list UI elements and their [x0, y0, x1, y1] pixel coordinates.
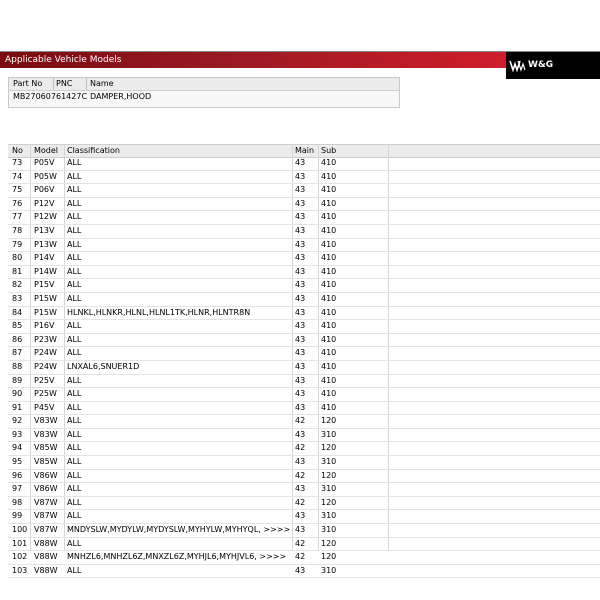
row-sub: 410 — [321, 225, 337, 235]
row-sub: 410 — [321, 280, 337, 290]
row-main: 43 — [295, 307, 306, 317]
row-sub: 120 — [321, 443, 337, 453]
row-main: 43 — [295, 348, 306, 358]
row-sub: 410 — [321, 321, 337, 331]
row-model: P25W — [34, 389, 57, 399]
row-sub: 310 — [321, 525, 337, 535]
row-model: P14V — [34, 253, 55, 263]
table-row[interactable] — [8, 510, 600, 524]
row-main: 43 — [295, 321, 306, 331]
row-sub: 120 — [321, 497, 337, 507]
row-main: 42 — [295, 497, 306, 507]
row-main: 43 — [295, 375, 306, 385]
row-classification: ALL — [67, 280, 82, 290]
row-classification: ALL — [67, 348, 82, 358]
table-row[interactable] — [8, 307, 600, 321]
row-model: V83W — [34, 429, 58, 439]
row-main: 43 — [295, 212, 306, 222]
row-classification: ALL — [67, 375, 82, 385]
row-no: 88 — [12, 361, 23, 371]
row-model: V88W — [34, 552, 58, 562]
row-sub: 410 — [321, 348, 337, 358]
row-classification: MNHZL6,MNHZL6Z,MNXZL6Z,MYHJL6,MYHJVL6, >>>> — [67, 552, 287, 562]
row-main: 43 — [295, 253, 306, 263]
table-row[interactable] — [8, 157, 600, 171]
row-no: 77 — [12, 212, 23, 222]
row-model: P16V — [34, 321, 55, 331]
row-sub: 310 — [321, 511, 337, 521]
row-classification: ALL — [67, 484, 82, 494]
row-sub: 410 — [321, 171, 337, 181]
row-no: 83 — [12, 293, 23, 303]
row-classification: ALL — [67, 185, 82, 195]
row-main: 43 — [295, 280, 306, 290]
row-no: 79 — [12, 239, 23, 249]
row-no: 87 — [12, 348, 23, 358]
row-model: P13W — [34, 239, 57, 249]
row-model: P12W — [34, 212, 57, 222]
table-header — [8, 144, 600, 158]
table-row[interactable] — [8, 565, 600, 579]
row-no: 73 — [12, 158, 23, 167]
row-classification: ALL — [67, 389, 82, 399]
row-no: 84 — [12, 307, 23, 317]
table-row[interactable] — [8, 320, 600, 334]
row-sub: 410 — [321, 198, 337, 208]
row-model: P05V — [34, 158, 55, 167]
row-main: 43 — [295, 334, 306, 344]
row-no: 74 — [12, 171, 23, 181]
row-no: 96 — [12, 470, 23, 480]
row-main: 43 — [295, 239, 306, 249]
row-no: 86 — [12, 334, 23, 344]
row-no: 89 — [12, 375, 23, 385]
row-classification: ALL — [67, 198, 82, 208]
row-classification: ALL — [67, 457, 82, 467]
name-value: DAMPER,HOOD — [90, 92, 152, 101]
table-row[interactable] — [8, 429, 600, 443]
row-classification: ALL — [67, 402, 82, 412]
brand-logo-icon — [510, 61, 526, 70]
row-no: 90 — [12, 389, 23, 399]
row-model: P13V — [34, 225, 55, 235]
table-row[interactable] — [8, 347, 600, 361]
window-title: Applicable Vehicle Models — [5, 55, 122, 65]
row-no: 75 — [12, 185, 23, 195]
row-model: V85W — [34, 443, 58, 453]
column-header-main[interactable]: Main — [295, 146, 315, 155]
table-row[interactable] — [8, 361, 600, 375]
row-model: P15V — [34, 280, 55, 290]
row-main: 43 — [295, 185, 306, 195]
row-model: V88W — [34, 538, 58, 548]
row-sub: 310 — [321, 484, 337, 494]
row-no: 81 — [12, 266, 23, 276]
row-model: V87W — [34, 525, 58, 535]
row-model: P14W — [34, 266, 57, 276]
table-row[interactable] — [8, 334, 600, 348]
row-sub: 120 — [321, 470, 337, 480]
row-no: 93 — [12, 429, 23, 439]
row-main: 43 — [295, 171, 306, 181]
row-classification: ALL — [67, 334, 82, 344]
row-classification: ALL — [67, 321, 82, 331]
row-model: P15W — [34, 293, 57, 303]
row-model: P12V — [34, 198, 55, 208]
row-sub: 120 — [321, 538, 337, 548]
row-sub: 410 — [321, 307, 337, 317]
row-classification: ALL — [67, 443, 82, 453]
row-sub: 410 — [321, 361, 337, 371]
row-classification: ALL — [67, 225, 82, 235]
vehicle-models-table — [8, 144, 600, 575]
row-model: V87W — [34, 511, 58, 521]
column-header-no[interactable]: No — [12, 146, 23, 155]
row-main: 43 — [295, 511, 306, 521]
row-main: 43 — [295, 198, 306, 208]
row-main: 43 — [295, 429, 306, 439]
table-row[interactable] — [8, 551, 600, 565]
table-row[interactable] — [8, 239, 600, 253]
row-main: 42 — [295, 470, 306, 480]
row-main: 43 — [295, 525, 306, 535]
table-row[interactable] — [8, 184, 600, 198]
row-sub: 410 — [321, 266, 337, 276]
row-no: 97 — [12, 484, 23, 494]
table-row[interactable] — [8, 538, 600, 552]
row-model: V85W — [34, 457, 58, 467]
part-info-panel — [8, 77, 400, 108]
row-main: 42 — [295, 443, 306, 453]
table-row[interactable] — [8, 375, 600, 389]
row-sub: 410 — [321, 334, 337, 344]
pnc-value: 61427C — [56, 92, 88, 101]
table-row[interactable] — [8, 198, 600, 212]
row-classification: ALL — [67, 293, 82, 303]
row-classification: MNDYSLW,MYDYLW,MYDYSLW,MYHYLW,MYHYQL, >>>> — [67, 525, 291, 535]
row-classification: ALL — [67, 538, 82, 548]
row-main: 43 — [295, 565, 306, 575]
row-main: 43 — [295, 389, 306, 399]
row-classification: HLNKL,HLNKR,HLNL,HLNL1TK,HLNR,HLNTR8N — [67, 307, 251, 317]
table-row[interactable] — [8, 293, 600, 307]
row-classification: ALL — [67, 497, 82, 507]
row-main: 43 — [295, 457, 306, 467]
row-sub: 410 — [321, 185, 337, 195]
table-row[interactable] — [8, 225, 600, 239]
row-main: 43 — [295, 225, 306, 235]
table-row[interactable] — [8, 415, 600, 429]
row-sub: 310 — [321, 429, 337, 439]
row-no: 101 — [12, 538, 28, 548]
applicable-vehicle-models-window — [0, 51, 600, 575]
row-model: P06V — [34, 185, 55, 195]
row-model: P05W — [34, 171, 57, 181]
table-row[interactable] — [8, 442, 600, 456]
row-classification: ALL — [67, 253, 82, 263]
row-classification: ALL — [67, 266, 82, 276]
brand-logo — [506, 52, 600, 79]
table-row[interactable] — [8, 388, 600, 402]
row-sub: 310 — [321, 565, 337, 575]
table-row[interactable] — [8, 497, 600, 511]
row-main: 43 — [295, 158, 306, 167]
row-sub: 410 — [321, 158, 337, 167]
row-no: 94 — [12, 443, 23, 453]
row-model: P45V — [34, 402, 55, 412]
row-no: 80 — [12, 253, 23, 263]
table-row[interactable] — [8, 483, 600, 497]
row-sub: 310 — [321, 457, 337, 467]
table-row[interactable] — [8, 470, 600, 484]
row-no: 85 — [12, 321, 23, 331]
table-row[interactable] — [8, 171, 600, 185]
row-classification: ALL — [67, 470, 82, 480]
row-classification: ALL — [67, 158, 82, 167]
row-model: P23W — [34, 334, 57, 344]
row-no: 102 — [12, 552, 28, 562]
row-sub: 410 — [321, 293, 337, 303]
row-classification: LNXAL6,SNUER1D — [67, 361, 140, 371]
part-header-row — [9, 78, 399, 91]
row-model: V87W — [34, 497, 58, 507]
row-no: 98 — [12, 497, 23, 507]
row-model: P25V — [34, 375, 55, 385]
row-no: 103 — [12, 565, 28, 575]
row-classification: ALL — [67, 416, 82, 426]
part-no-value: MB270607 — [13, 92, 56, 101]
row-no: 95 — [12, 457, 23, 467]
column-header-classification[interactable]: Classification — [67, 146, 120, 155]
name-header[interactable]: Name — [90, 79, 114, 88]
row-sub: 410 — [321, 239, 337, 249]
row-model: P15W — [34, 307, 57, 317]
row-sub: 410 — [321, 212, 337, 222]
brand-label: W&G — [528, 60, 554, 70]
row-sub: 410 — [321, 253, 337, 263]
table-row[interactable] — [8, 456, 600, 470]
row-sub: 410 — [321, 402, 337, 412]
row-no: 91 — [12, 402, 23, 412]
row-classification: ALL — [67, 212, 82, 222]
column-header-sub[interactable]: Sub — [321, 146, 337, 155]
row-classification: ALL — [67, 171, 82, 181]
row-main: 43 — [295, 402, 306, 412]
row-model: P24W — [34, 361, 57, 371]
row-no: 82 — [12, 280, 23, 290]
row-sub: 410 — [321, 375, 337, 385]
column-header-model[interactable]: Model — [34, 146, 59, 155]
row-main: 43 — [295, 293, 306, 303]
table-row[interactable] — [8, 402, 600, 416]
row-model: V88W — [34, 565, 58, 575]
row-classification: ALL — [67, 239, 82, 249]
row-classification: ALL — [67, 565, 82, 575]
row-no: 100 — [12, 525, 28, 535]
row-model: V86W — [34, 484, 58, 494]
row-classification: ALL — [67, 511, 82, 521]
row-no: 99 — [12, 511, 23, 521]
row-main: 43 — [295, 266, 306, 276]
row-sub: 120 — [321, 416, 337, 426]
row-main: 43 — [295, 484, 306, 494]
table-row[interactable] — [8, 252, 600, 266]
row-main: 42 — [295, 538, 306, 548]
part-no-header[interactable]: Part No — [13, 79, 43, 88]
row-model: V86W — [34, 470, 58, 480]
row-no: 78 — [12, 225, 23, 235]
row-classification: ALL — [67, 429, 82, 439]
row-model: P24W — [34, 348, 57, 358]
pnc-header[interactable]: PNC — [56, 79, 73, 88]
row-main: 43 — [295, 361, 306, 371]
table-body — [8, 157, 600, 578]
row-sub: 120 — [321, 552, 337, 562]
table-row[interactable] — [8, 524, 600, 538]
row-sub: 410 — [321, 389, 337, 399]
table-row[interactable] — [8, 211, 600, 225]
table-row[interactable] — [8, 279, 600, 293]
row-model: V83W — [34, 416, 58, 426]
row-main: 42 — [295, 416, 306, 426]
row-no: 92 — [12, 416, 23, 426]
table-row[interactable] — [8, 266, 600, 280]
row-main: 42 — [295, 552, 306, 562]
row-no: 76 — [12, 198, 23, 208]
